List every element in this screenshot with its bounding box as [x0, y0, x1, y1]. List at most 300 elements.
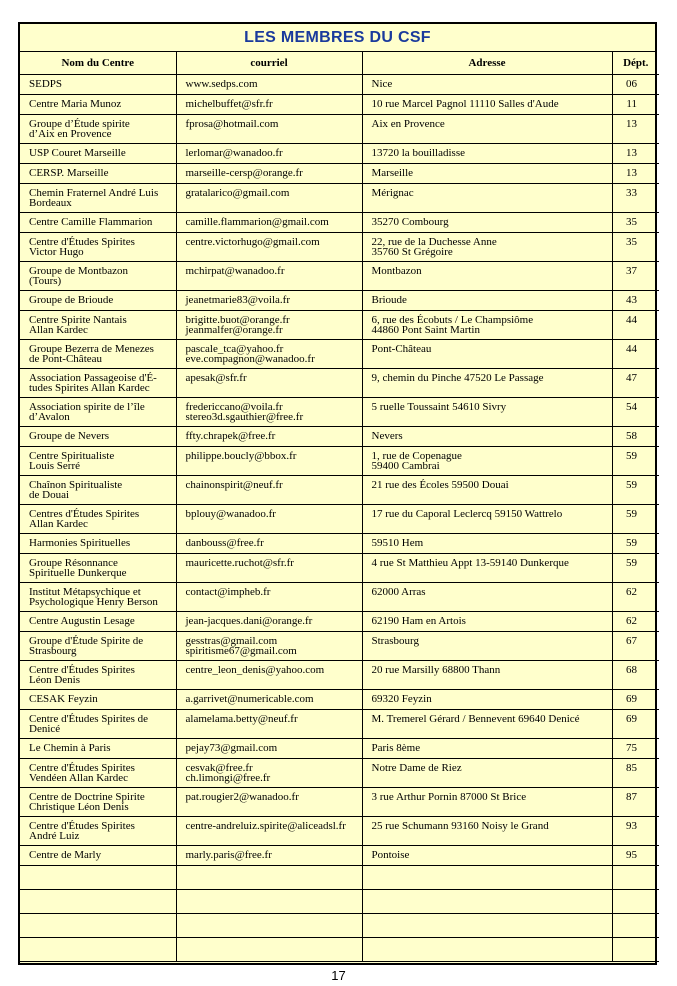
cell-email-line[interactable]: camille.flammarion@gmail.com	[185, 216, 329, 228]
cell-address	[362, 369, 612, 398]
cell-address-line: 35760 St Grégoire	[371, 246, 453, 258]
cell-dept: 35	[612, 213, 659, 233]
cell-email-line[interactable]: centre-andreluiz.spirite@aliceadsl.fr	[185, 820, 346, 832]
cell-email	[176, 184, 362, 213]
cell-email-line[interactable]: pascale_tca@yahoo.fr	[185, 343, 284, 355]
cell-email-line[interactable]: bplouy@wanadoo.fr	[185, 508, 276, 520]
cell-name	[20, 476, 176, 505]
cell-email-line[interactable]: centre_leon_denis@yahoo.com	[185, 664, 325, 676]
cell-email-line[interactable]: ffty.chrapek@free.fr	[185, 430, 276, 442]
cell-email	[176, 262, 362, 291]
cell-dept: 47	[612, 369, 659, 398]
empty-cell	[176, 866, 362, 890]
cell-email	[176, 759, 362, 788]
cell-email	[176, 115, 362, 144]
cell-name-line: USP Couret Marseille	[29, 147, 126, 159]
cell-email-line[interactable]: philippe.boucly@bbox.fr	[185, 450, 297, 462]
cell-name	[20, 262, 176, 291]
cell-name-line: Groupe Bezerra de Menezes	[29, 343, 154, 355]
cell-email-line[interactable]: michelbuffet@sfr.fr	[185, 98, 273, 110]
cell-name	[20, 340, 176, 369]
cell-name-line: Centre de Doctrine Spirite	[29, 791, 145, 803]
empty-cell	[612, 866, 659, 890]
cell-address-line: 44860 Pont Saint Martin	[371, 324, 480, 336]
cell-dept: 68	[612, 661, 659, 690]
cell-name-line: Groupe de Brioude	[29, 294, 114, 306]
header-dept: Dépt.	[612, 52, 659, 75]
cell-name	[20, 291, 176, 311]
cell-address	[362, 612, 612, 632]
cell-dept: 54	[612, 398, 659, 427]
cell-address	[362, 554, 612, 583]
cell-name-line: Le Chemin à Paris	[29, 742, 111, 754]
cell-email-line[interactable]: mauricette.ruchot@sfr.fr	[185, 557, 294, 569]
table-row	[20, 184, 659, 213]
cell-dept: 59	[612, 447, 659, 476]
table-row	[20, 144, 659, 164]
cell-name	[20, 164, 176, 184]
cell-email	[176, 788, 362, 817]
cell-name-line: Harmonies Spirituelles	[29, 537, 131, 549]
cell-name-line: Vendéen Allan Kardec	[29, 772, 128, 784]
table-row	[20, 710, 659, 739]
cell-address-line: Nevers	[371, 430, 403, 442]
table-row	[20, 612, 659, 632]
cell-address	[362, 447, 612, 476]
cell-name-line: Victor Hugo	[29, 246, 84, 258]
cell-name-line: Centre d'Études Spirites	[29, 664, 135, 676]
cell-name-line: Psychologique Henry Berson	[29, 596, 158, 608]
cell-address-line: 10 rue Marcel Pagnol 11110 Salles d'Aude	[371, 98, 559, 110]
cell-name	[20, 505, 176, 534]
cell-email	[176, 144, 362, 164]
members-table-frame	[18, 22, 657, 965]
cell-address-line: 13720 la bouilladisse	[371, 147, 465, 159]
empty-cell	[20, 914, 176, 938]
cell-name-line: Centres d'Études Spirites	[29, 508, 140, 520]
cell-dept: 75	[612, 739, 659, 759]
cell-dept: 95	[612, 846, 659, 866]
cell-name	[20, 115, 176, 144]
empty-cell	[362, 890, 612, 914]
cell-name	[20, 311, 176, 340]
cell-name-line: Groupe de Nevers	[29, 430, 110, 442]
cell-name-line: tudes Spirites Allan Kardec	[29, 382, 150, 394]
table-row	[20, 476, 659, 505]
cell-dept: 59	[612, 534, 659, 554]
cell-address-line: 59400 Cambrai	[371, 460, 440, 472]
cell-name-line: André Luiz	[29, 830, 80, 842]
table-row	[20, 95, 659, 115]
cell-address-line: 20 rue Marsilly 68800 Thann	[371, 664, 501, 676]
cell-dept: 59	[612, 476, 659, 505]
cell-name	[20, 398, 176, 427]
cell-address	[362, 213, 612, 233]
cell-email	[176, 164, 362, 184]
cell-dept: 35	[612, 233, 659, 262]
cell-address-line: 1, rue de Copenague	[371, 450, 462, 462]
header-address: Adresse	[362, 52, 612, 75]
cell-name-line: Groupe d’Étude spirite	[29, 118, 130, 130]
cell-email	[176, 846, 362, 866]
table-row	[20, 583, 659, 612]
cell-email	[176, 291, 362, 311]
cell-name-line: Centre d'Études Spirites	[29, 820, 135, 832]
cell-email	[176, 398, 362, 427]
empty-cell	[20, 866, 176, 890]
cell-dept: 13	[612, 144, 659, 164]
cell-address-line: 3 rue Arthur Pornin 87000 St Brice	[371, 791, 527, 803]
cell-email-line[interactable]: fprosa@hotmail.com	[185, 118, 279, 130]
empty-cell	[362, 866, 612, 890]
cell-email-line[interactable]: contact@impheb.fr	[185, 586, 271, 598]
empty-cell	[176, 914, 362, 938]
cell-name	[20, 75, 176, 95]
cell-name-line: Chemin Fraternel André Luis	[29, 187, 159, 199]
cell-email	[176, 476, 362, 505]
cell-name	[20, 369, 176, 398]
cell-name-line: Centre d'Études Spirites de	[29, 713, 148, 725]
cell-name-line: Léon Denis	[29, 674, 81, 686]
cell-name	[20, 690, 176, 710]
cell-email-line[interactable]: gesstras@gmail.com	[185, 635, 278, 647]
cell-email	[176, 505, 362, 534]
table-row	[20, 311, 659, 340]
cell-dept: 93	[612, 817, 659, 846]
cell-name	[20, 95, 176, 115]
cell-address	[362, 164, 612, 184]
table-row	[20, 340, 659, 369]
cell-name-line: Groupe d'Étude Spirite de	[29, 635, 144, 647]
cell-address	[362, 144, 612, 164]
cell-email	[176, 554, 362, 583]
cell-name	[20, 759, 176, 788]
table-row	[20, 739, 659, 759]
table-row	[20, 398, 659, 427]
cell-name-line: Groupe de Montbazon	[29, 265, 128, 277]
cell-address-line: 4 rue St Matthieu Appt 13-59140 Dunkerque	[371, 557, 569, 569]
cell-address	[362, 788, 612, 817]
cell-address	[362, 233, 612, 262]
cell-email-line[interactable]: apesak@sfr.fr	[185, 372, 247, 384]
cell-address	[362, 739, 612, 759]
table-row	[20, 505, 659, 534]
cell-name	[20, 583, 176, 612]
cell-name	[20, 534, 176, 554]
cell-address-line: Notre Dame de Riez	[371, 762, 462, 774]
cell-email-line[interactable]: jean-jacques.dani@orange.fr	[185, 615, 313, 627]
cell-email	[176, 213, 362, 233]
cell-address	[362, 583, 612, 612]
table-row	[20, 75, 659, 95]
empty-cell	[176, 938, 362, 962]
cell-name-line: Centre Spirite Nantais	[29, 314, 127, 326]
cell-address	[362, 291, 612, 311]
table-row	[20, 690, 659, 710]
cell-address-line: 6, rue des Écobuts / Le Champsiôme	[371, 314, 534, 326]
empty-cell	[612, 938, 659, 962]
cell-email-line[interactable]: a.garrivet@numericable.com	[185, 693, 314, 705]
page-title: LES MEMBRES DU CSF	[20, 24, 655, 52]
cell-email	[176, 690, 362, 710]
cell-dept: 43	[612, 291, 659, 311]
cell-email	[176, 534, 362, 554]
cell-name-line: de Pont-Château	[29, 353, 103, 365]
cell-email-line[interactable]: pejay73@gmail.com	[185, 742, 278, 754]
cell-name-line: CESAK Feyzin	[29, 693, 98, 705]
table-row	[20, 427, 659, 447]
cell-name-line: Chaînon Spiritualiste	[29, 479, 123, 491]
cell-name	[20, 213, 176, 233]
cell-name-line: Centre de Marly	[29, 849, 102, 861]
cell-email	[176, 75, 362, 95]
cell-dept: 67	[612, 632, 659, 661]
cell-name-line: Centre Camille Flammarion	[29, 216, 153, 228]
cell-email	[176, 95, 362, 115]
cell-email	[176, 612, 362, 632]
cell-name-line: Allan Kardec	[29, 324, 88, 336]
cell-address	[362, 710, 612, 739]
cell-email-line[interactable]: ch.limongi@free.fr	[185, 772, 271, 784]
cell-email	[176, 427, 362, 447]
cell-name	[20, 427, 176, 447]
cell-address	[362, 846, 612, 866]
members-table	[20, 52, 659, 962]
cell-name-line: Louis Serré	[29, 460, 81, 472]
table-row	[20, 213, 659, 233]
cell-address-line: Mérignac	[371, 187, 414, 199]
cell-email	[176, 661, 362, 690]
cell-name-line: Groupe Résonnance	[29, 557, 118, 569]
cell-email-line[interactable]: stereo3d.sgauthier@free.fr	[185, 411, 304, 423]
cell-dept: 37	[612, 262, 659, 291]
cell-name-line: Institut Métapsychique et	[29, 586, 141, 598]
cell-name	[20, 144, 176, 164]
cell-address-line: Strasbourg	[371, 635, 419, 647]
cell-email-line[interactable]: jeanmalfer@orange.fr	[185, 324, 283, 336]
cell-name	[20, 184, 176, 213]
cell-email-line[interactable]: marseille-cersp@orange.fr	[185, 167, 303, 179]
cell-name	[20, 554, 176, 583]
cell-name	[20, 710, 176, 739]
cell-dept: 69	[612, 710, 659, 739]
cell-name	[20, 846, 176, 866]
table-row	[20, 369, 659, 398]
table-row	[20, 164, 659, 184]
cell-name-line: Christique Léon Denis	[29, 801, 129, 813]
cell-address-line: 5 ruelle Toussaint 54610 Sivry	[371, 401, 507, 413]
cell-email-line[interactable]: marly.paris@free.fr	[185, 849, 272, 861]
cell-dept: 62	[612, 612, 659, 632]
cell-dept: 13	[612, 115, 659, 144]
table-header-row	[20, 52, 659, 75]
empty-cell	[362, 914, 612, 938]
cell-name-line: Centre Spiritualiste	[29, 450, 115, 462]
cell-name-line: Denicé	[29, 723, 61, 735]
cell-address	[362, 476, 612, 505]
cell-dept: 62	[612, 583, 659, 612]
cell-name-line: Centre d'Études Spirites	[29, 762, 135, 774]
cell-name	[20, 632, 176, 661]
cell-email	[176, 710, 362, 739]
cell-address-line: 62190 Ham en Artois	[371, 615, 466, 627]
empty-cell	[362, 938, 612, 962]
cell-name	[20, 817, 176, 846]
cell-address	[362, 427, 612, 447]
cell-email-line[interactable]: fredericcano@voila.fr	[185, 401, 283, 413]
cell-address	[362, 115, 612, 144]
cell-name-line: SEDPS	[29, 78, 63, 90]
cell-email-line[interactable]: jeanetmarie83@voila.fr	[185, 294, 290, 306]
cell-address-line: Paris 8ème	[371, 742, 421, 754]
cell-email-line[interactable]: eve.compagnon@wanadoo.fr	[185, 353, 315, 365]
cell-dept: 85	[612, 759, 659, 788]
cell-address	[362, 95, 612, 115]
cell-address	[362, 632, 612, 661]
cell-name-line: d’Avalon	[29, 411, 70, 423]
cell-email-line[interactable]: cesvak@free.fr	[185, 762, 253, 774]
cell-name-line: (Tours)	[29, 275, 62, 287]
cell-address-line: Marseille	[371, 167, 414, 179]
cell-name-line: Strasbourg	[29, 645, 77, 657]
cell-address	[362, 759, 612, 788]
cell-email-line[interactable]: chainonspirit@neuf.fr	[185, 479, 283, 491]
cell-address-line: 59510 Hem	[371, 537, 424, 549]
header-email: courriel	[176, 52, 362, 75]
cell-dept: 58	[612, 427, 659, 447]
cell-email-line[interactable]: gratalarico@gmail.com	[185, 187, 290, 199]
cell-address-line: Nice	[371, 78, 393, 90]
cell-name	[20, 447, 176, 476]
cell-email-line[interactable]: mchirpat@wanadoo.fr	[185, 265, 285, 277]
cell-name-line: Association Passageoise d'É-	[29, 372, 157, 384]
cell-address-line: M. Tremerel Gérard / Bennevent 69640 Denicé	[371, 713, 580, 725]
cell-name-line: Spirituelle Dunkerque	[29, 567, 127, 579]
cell-email	[176, 583, 362, 612]
cell-address-line: 21 rue des Écoles 59500 Douai	[371, 479, 509, 491]
empty-cell	[20, 938, 176, 962]
cell-email	[176, 739, 362, 759]
cell-email-line[interactable]: brigitte.buot@orange.fr	[185, 314, 290, 326]
cell-dept: 11	[612, 95, 659, 115]
table-row	[20, 233, 659, 262]
cell-dept: 59	[612, 554, 659, 583]
empty-row	[20, 938, 659, 962]
cell-name-line: Centre Maria Munoz	[29, 98, 122, 110]
cell-address-line: 22, rue de la Duchesse Anne	[371, 236, 497, 248]
cell-address-line: 69320 Feyzin	[371, 693, 432, 705]
cell-name-line: Association spirite de l’île	[29, 401, 145, 413]
cell-dept: 44	[612, 340, 659, 369]
cell-email	[176, 233, 362, 262]
cell-email-line[interactable]: lerlomar@wanadoo.fr	[185, 147, 283, 159]
cell-address	[362, 398, 612, 427]
cell-address	[362, 534, 612, 554]
cell-address	[362, 690, 612, 710]
cell-dept: 13	[612, 164, 659, 184]
table-body	[20, 75, 659, 962]
cell-address-line: Brioude	[371, 294, 407, 306]
empty-cell	[176, 890, 362, 914]
cell-address-line: Montbazon	[371, 265, 422, 277]
cell-email	[176, 447, 362, 476]
empty-cell	[612, 890, 659, 914]
cell-address	[362, 340, 612, 369]
table-row	[20, 817, 659, 846]
empty-row	[20, 914, 659, 938]
cell-email	[176, 632, 362, 661]
cell-address-line: 62000 Arras	[371, 586, 426, 598]
cell-email-line[interactable]: danbouss@free.fr	[185, 537, 264, 549]
cell-name-line: Centre Augustin Lesage	[29, 615, 135, 627]
cell-dept: 69	[612, 690, 659, 710]
cell-dept: 87	[612, 788, 659, 817]
cell-name	[20, 612, 176, 632]
cell-name	[20, 233, 176, 262]
table-row	[20, 262, 659, 291]
table-row	[20, 759, 659, 788]
cell-address	[362, 311, 612, 340]
header-name: Nom du Centre	[20, 52, 176, 75]
table-row	[20, 447, 659, 476]
cell-email-line[interactable]: centre.victorhugo@gmail.com	[185, 236, 320, 248]
cell-dept: 59	[612, 505, 659, 534]
table-row	[20, 661, 659, 690]
table-row	[20, 534, 659, 554]
table-row	[20, 554, 659, 583]
cell-dept: 06	[612, 75, 659, 95]
cell-address-line: 35270 Combourg	[371, 216, 449, 228]
cell-address-line: 17 rue du Caporal Leclercq 59150 Wattrelo	[371, 508, 563, 520]
table-row	[20, 291, 659, 311]
cell-address	[362, 262, 612, 291]
cell-name-line: Centre d'Études Spirites	[29, 236, 135, 248]
cell-address	[362, 184, 612, 213]
empty-cell	[20, 890, 176, 914]
cell-address	[362, 75, 612, 95]
cell-address-line: 25 rue Schumann 93160 Noisy le Grand	[371, 820, 549, 832]
cell-email	[176, 340, 362, 369]
table-row	[20, 115, 659, 144]
page-number: 17	[331, 968, 346, 983]
cell-name-line: Bordeaux	[29, 197, 72, 209]
empty-cell	[612, 914, 659, 938]
cell-email	[176, 817, 362, 846]
cell-address-line: 9, chemin du Pinche 47520 Le Passage	[371, 372, 544, 384]
cell-email	[176, 369, 362, 398]
cell-address	[362, 661, 612, 690]
cell-name	[20, 788, 176, 817]
cell-address	[362, 505, 612, 534]
table-row	[20, 846, 659, 866]
cell-email-line[interactable]: www.sedps.com	[185, 78, 258, 90]
cell-email-line[interactable]: spiritisme67@gmail.com	[185, 645, 297, 657]
cell-name-line: d’Aix en Provence	[29, 128, 112, 140]
cell-dept: 44	[612, 311, 659, 340]
cell-name	[20, 739, 176, 759]
cell-email-line[interactable]: alamelama.betty@neuf.fr	[185, 713, 298, 725]
cell-email	[176, 311, 362, 340]
cell-address-line: Pontoise	[371, 849, 410, 861]
cell-address	[362, 817, 612, 846]
cell-name	[20, 661, 176, 690]
empty-row	[20, 890, 659, 914]
cell-name-line: de Douai	[29, 489, 70, 501]
empty-row	[20, 866, 659, 890]
cell-address-line: Pont-Château	[371, 343, 432, 355]
cell-name-line: Allan Kardec	[29, 518, 88, 530]
cell-email-line[interactable]: pat.rougier2@wanadoo.fr	[185, 791, 299, 803]
